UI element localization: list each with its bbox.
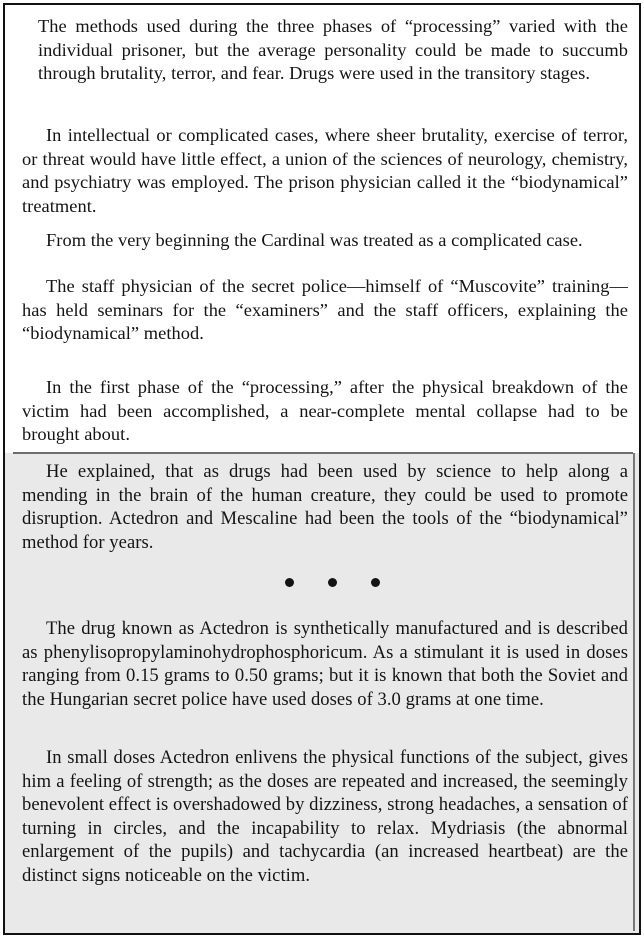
document-page — [3, 3, 641, 935]
paragraph-first-phase: In the first phase of the “processing,” after the physical breakdown of the victim had been accomplished, a near-complete mental collapse had to be brought about. — [22, 377, 628, 445]
bullet-dot-icon — [285, 578, 294, 587]
bullet-dot-icon — [371, 578, 380, 587]
paragraph-staff-physician: The staff physician of the secret police—himself of “Muscovite” training—has held seminars for the “examiners” and the staff officers, explaining the “biodynamical” method. — [22, 276, 628, 344]
section-divider — [13, 452, 633, 454]
paragraph-actedron-description: The drug known as Actedron is synthetically manufactured and is described as phenylisopropylaminohydrophosphoricum. As a stimulant it is used in doses ranging from 0.15 grams to 0.50 grams; but it is known that both the Soviet and the Hungarian secret police have used doses of 3.0 grams at one time. — [22, 618, 628, 710]
right-border-line — [633, 453, 635, 931]
paragraph-biodynamical-treatment: In intellectual or complicated cases, where sheer brutality, exercise of terror, or threat would have little effect, a union of the sciences of neurology, chemistry, and psychiatry was employed. The prison physician called it the “biodynamical” treatment. — [22, 125, 628, 216]
bullet-dot-icon — [328, 578, 337, 587]
section-break-dots — [5, 568, 639, 598]
paragraph-cardinal-case: From the very beginning the Cardinal was treated as a complicated case. — [46, 230, 583, 250]
paragraph-processing-methods: The methods used during the three phases of “processing” varied with the individual prisoner, but the average personality could be made to succumb through brutality, terror, and fear. Drugs were used in the transitory stages. — [38, 16, 628, 84]
paragraph-actedron-effects: In small doses Actedron enlivens the physical functions of the subject, gives him a feeling of strength; as the doses are repeated and increased, the seemingly benevolent effect is overshadowed by dizziness, strong headaches, a sensation of turning in circles, and the incapability to relax. Mydriasis (the abnormal enlargement of the pupils) and tachycardia (an increased heartbeat) are the distinct signs noticeable on the victim. — [22, 747, 628, 886]
paragraph-drugs-explained: He explained, that as drugs had been used by science to help along a mending in the brain of the human creature, they could be used to promote disruption. Actedron and Mescaline had been the tools of the “biodynamical” method for years. — [22, 461, 628, 553]
